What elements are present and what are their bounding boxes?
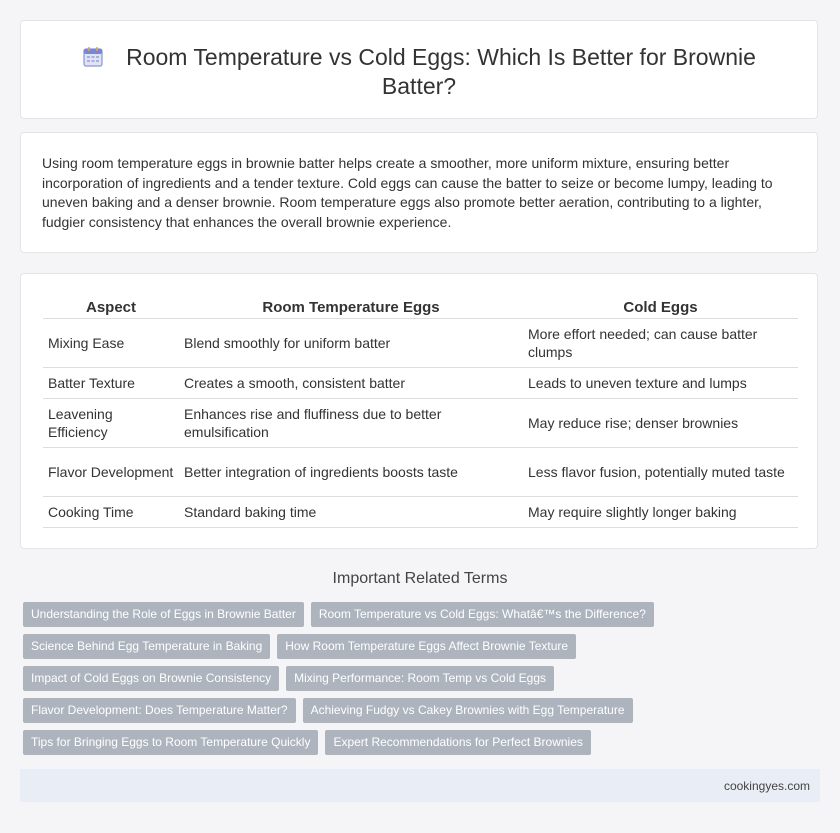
related-term-tag[interactable]: Achieving Fudgy vs Cakey Brownies with Egg Temperature <box>303 698 633 723</box>
footer-site-link[interactable]: cookingyes.com <box>723 779 810 793</box>
intro-paragraph: Using room temperature eggs in brownie batter helps create a smoother, more uniform mixture, ensuring better incorporation of ingredients and a tender texture. Cold eggs can cause the batter to seize or become lumpy, leading to uneven baking and a denser brownie. Room temperature eggs also promote better aeration, contributing to a lighter, fudgier consistency that enhances the overall brownie experience. <box>42 155 773 230</box>
related-term-tag[interactable]: Understanding the Role of Eggs in Brownie Batter <box>23 602 304 627</box>
table-cell: Mixing Ease <box>43 319 179 368</box>
table-cell: Cooking Time <box>43 497 179 528</box>
table-cell: May reduce rise; denser brownies <box>523 399 798 448</box>
related-term-tag[interactable]: Expert Recommendations for Perfect Brownies <box>325 730 590 755</box>
related-terms-row <box>23 698 633 723</box>
table-cell: More effort needed; can cause batter clumps <box>523 319 798 368</box>
related-term-tag[interactable]: Mixing Performance: Room Temp vs Cold Eggs <box>286 666 554 691</box>
table-cell: Blend smoothly for uniform batter <box>179 319 523 368</box>
table-cell: Enhances rise and fluffiness due to better emulsification <box>179 399 523 448</box>
table-row <box>43 368 798 399</box>
related-term-tag[interactable]: Room Temperature vs Cold Eggs: Whatâ€™s the Difference? <box>311 602 654 627</box>
table-cell: Standard baking time <box>179 497 523 528</box>
table-cell: Creates a smooth, consistent batter <box>179 368 523 399</box>
table-cell: May require slightly longer baking <box>523 497 798 528</box>
comparison-table <box>43 296 798 528</box>
table-row <box>43 319 798 368</box>
related-term-tag[interactable]: Impact of Cold Eggs on Brownie Consistency <box>23 666 279 691</box>
related-terms-row <box>23 602 654 627</box>
related-terms-heading: Important Related Terms <box>332 570 508 587</box>
comparison-card <box>20 273 818 549</box>
table-row <box>43 497 798 528</box>
related-terms-row <box>23 634 576 659</box>
related-term-tag[interactable]: How Room Temperature Eggs Affect Brownie Texture <box>277 634 576 659</box>
table-cell: Flavor Development <box>43 448 179 497</box>
table-row <box>43 448 798 497</box>
table-cell: Less flavor fusion, potentially muted taste <box>523 448 798 497</box>
table-cell: Leavening Efficiency <box>43 399 179 448</box>
table-row <box>43 399 798 448</box>
intro-card <box>20 132 818 253</box>
related-term-tag[interactable]: Flavor Development: Does Temperature Matter? <box>23 698 296 723</box>
title-card <box>20 20 818 119</box>
table-cell: Better integration of ingredients boosts taste <box>179 448 523 497</box>
related-terms-row <box>23 666 554 691</box>
table-header-row <box>43 296 798 319</box>
related-term-tag[interactable]: Tips for Bringing Eggs to Room Temperature Quickly <box>23 730 318 755</box>
related-terms-row <box>23 730 591 755</box>
related-term-tag[interactable]: Science Behind Egg Temperature in Baking <box>23 634 270 659</box>
header-room-temp: Room Temperature Eggs <box>179 296 523 319</box>
footer <box>20 769 820 802</box>
calendar-icon <box>82 46 104 68</box>
page-title: Room Temperature vs Cold Eggs: Which Is Better for Brownie Batter? <box>126 44 756 99</box>
table-cell: Leads to uneven texture and lumps <box>523 368 798 399</box>
table-cell: Batter Texture <box>43 368 179 399</box>
header-cold: Cold Eggs <box>523 296 798 319</box>
page-title-wrap <box>21 43 817 101</box>
header-aspect: Aspect <box>43 296 179 319</box>
